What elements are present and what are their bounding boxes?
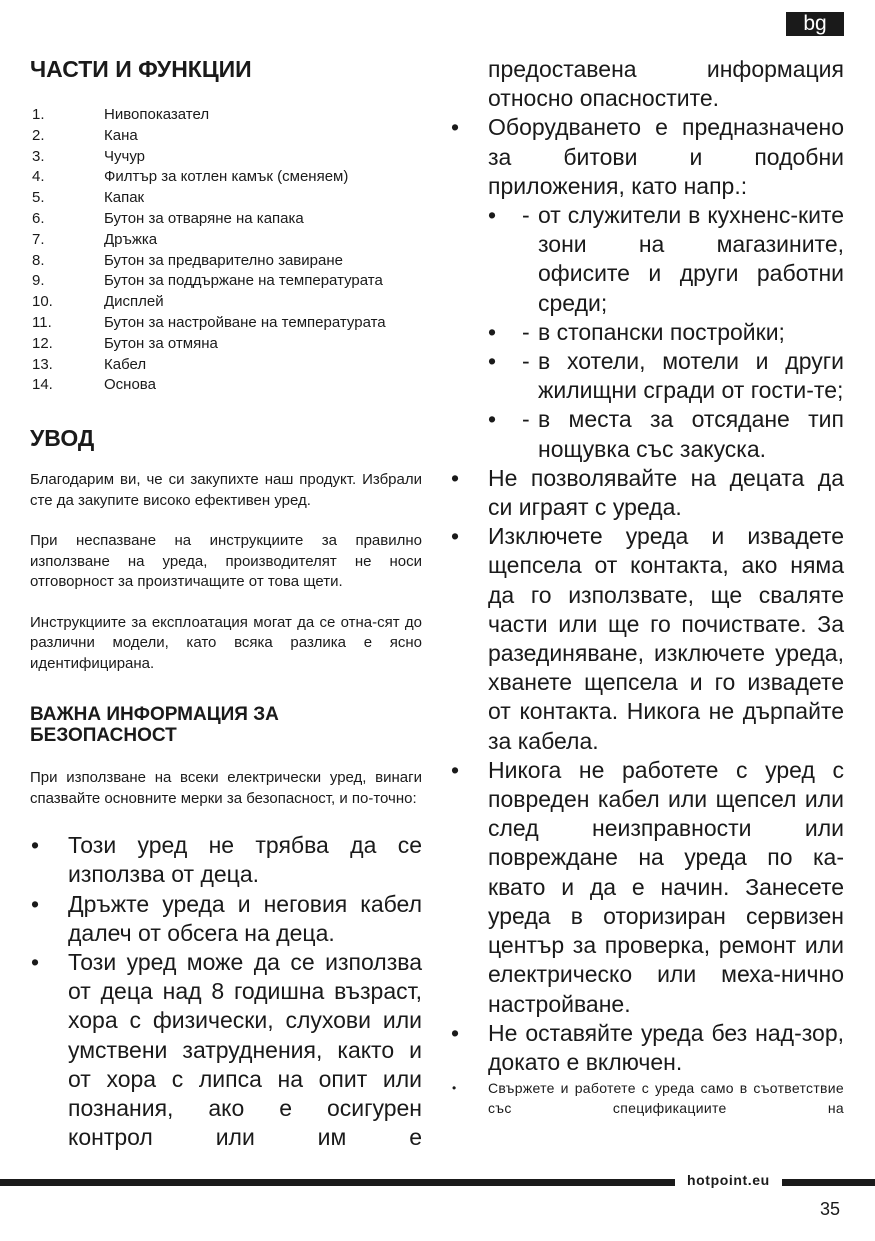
list-item: 8. Бутон за предварително завиране [32, 251, 343, 269]
list-item: • Изключете уреда и извадете щепсела от контакта, ако няма да го използвате, ще сваляте части или ще го почиствате. За разединяване, изключете уреда, хванете щепсела и го извадете от контакта. Никога не дърпайте за кабела. [451, 523, 844, 754]
page-number: 35 [820, 1199, 841, 1219]
intro-paragraph: Инструкциите за експлоатация могат да се отна-сят до различни модели, като всяка разлика е ясно идентифицирана. [30, 613, 422, 672]
parts-heading: ЧАСТИ И ФУНКЦИИ [30, 56, 252, 82]
safety-list-right [450, 55, 844, 201]
intro-heading: УВОД [30, 425, 95, 452]
safety-list-left [30, 831, 422, 1152]
list-item: • Този уред може да се използва от деца над 8 годишна възраст, хора с физически, слухови или умствени затруднения, както и от хора с липса на опит или познания, ако е осигурен контрол или им е [31, 948, 422, 1151]
list-item: • Никога не работете с уред с повреден кабел или щепсел или след неизправности или повреждане на уреда по ка-квато и да е начин. Занесете уреда в оторизиран сервизен център за проверка, ремонт или електрическо или меха-нично настройване. [451, 756, 844, 1017]
list-item: • - в хотели, мотели и други жилищни сгради от гости-те; [488, 348, 844, 404]
list-item: • - от служители в кухненс-ките зони на магазините, офисите и други работни среди; [488, 202, 844, 316]
list-item: 4. Филтър за котлен камък (сменяем) [32, 168, 349, 186]
list-item: • Не позволявайте на децата да си играят с уреда. [451, 464, 844, 521]
list-item: • Този уред не трябва да се използва от деца. [31, 832, 422, 888]
list-item: • Свържете и работете с уреда само в съответствие със спецификациите на [452, 1080, 844, 1116]
list-item: 1. Нивопоказател [32, 106, 210, 123]
list-item: 14. Основа [32, 376, 156, 394]
left-column [30, 55, 422, 1152]
footer-bar [0, 1172, 875, 1188]
safety-list-right-more [450, 464, 844, 1077]
list-item: • Оборудването е предназначено за битови и подобни приложения, като напр.: [451, 114, 844, 199]
list-item: • Дръжте уреда и неговия кабел далеч от обсега на деца. [31, 890, 422, 946]
list-item: 3. Чучур [32, 147, 145, 165]
list-item: 7. Дръжка [32, 230, 158, 248]
intro-paragraph: Благодарим ви, че си закупихте наш продукт. Избрали сте да закупите високо ефективен уред. [30, 471, 422, 509]
safety-intro: При използване на всеки електрически уред, винаги спазвайте основните мерки за безопасност, и по-точно: [30, 769, 422, 807]
list-item: 13. Кабел [32, 355, 147, 373]
list-item: 10. Дисплей [32, 293, 164, 311]
list-item: 11. Бутон за настройване на температурата [32, 313, 386, 331]
list-item-continuation: предоставена информация относно опасностите. [488, 56, 844, 112]
list-item: 9. Бутон за поддържане на температурата [32, 272, 383, 290]
list-item: 5. Капак [32, 189, 145, 207]
brand-link[interactable]: hotpoint.eu [675, 1170, 782, 1190]
list-item: • Не оставяйте уреда без над-зор, докато е включен. [451, 1019, 844, 1075]
safety-heading: ВАЖНА ИНФОРМАЦИЯ ЗА БЕЗОПАСНОСТ [30, 704, 279, 747]
list-item: 12. Бутон за отмяна [32, 334, 218, 352]
intro-paragraph: При неспазване на инструкциите за правилно използване на уреда, производителят не носи отговорност за произтичащите от това щети. [30, 532, 422, 591]
list-item: • - в стопански постройки; [488, 318, 785, 345]
list-item: 2. Кана [32, 126, 138, 144]
equipment-sub-list [450, 201, 844, 464]
right-column [450, 55, 844, 1118]
parts-list [30, 105, 422, 396]
language-badge: bg [786, 12, 844, 36]
list-item: 6. Бутон за отваряне на капака [32, 209, 304, 227]
list-item: • - в места за отсядане тип нощувка със закуска. [488, 406, 844, 462]
